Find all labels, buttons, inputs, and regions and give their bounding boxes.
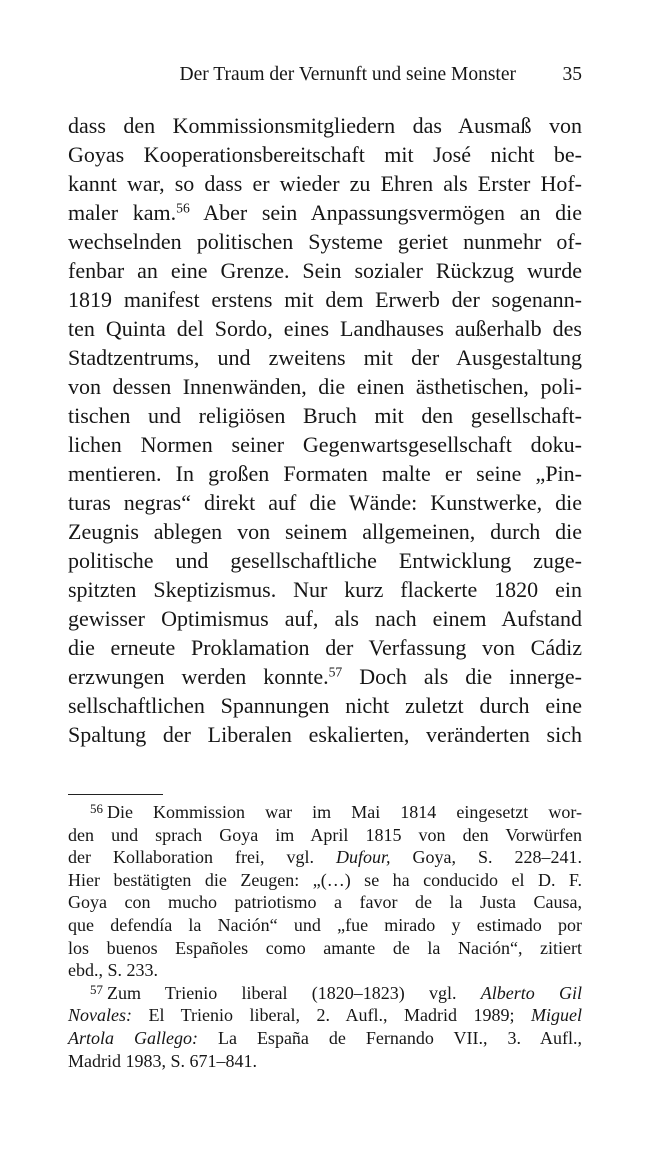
text-fragment: La España de Fernando VII., 3. Aufl., <box>197 1027 582 1048</box>
footnote-ref-56: 56 <box>176 200 190 216</box>
footnote-57-line: Madrid 1983, S. 671–841. <box>68 1050 257 1071</box>
text-line: politische und gesellschaftliche Entwicklung zuge- <box>68 548 582 573</box>
footnote-56-line: Hier bestätigten die Zeugen: „(…) se ha conducido el D. F. <box>68 869 582 890</box>
text-fragment: erzwungen werden konnte. <box>68 664 329 689</box>
text-line: spitzten Skeptizismus. Nur kurz flackerte 1820 ein <box>68 577 582 602</box>
footnote-56-line <box>68 846 582 869</box>
text-line: 1819 manifest erstens mit dem Erwerb der sogenann- <box>68 287 582 312</box>
text-line: Goyas Kooperationsbereitschaft mit José nicht be- <box>68 142 582 167</box>
footnote-56-line <box>68 801 582 824</box>
footnote-57-line <box>68 982 582 1005</box>
text-line: gewisser Optimismus auf, als nach einem Aufstand <box>68 606 582 631</box>
text-fragment: Doch als die innerge- <box>342 664 582 689</box>
page-number: 35 <box>562 64 582 85</box>
footnote-56-line: ebd., S. 233. <box>68 960 158 981</box>
text-line: wechselnden politischen Systeme geriet nunmehr of- <box>68 229 582 254</box>
footnote-57-line <box>68 1004 582 1027</box>
footnote-56-line: los buenos Españoles como amante de la Nación“, zitiert <box>68 937 582 958</box>
text-line: turas negras“ direkt auf die Wände: Kunstwerke, die <box>68 490 582 515</box>
running-head <box>68 62 582 88</box>
author-name: Novales: <box>68 1005 132 1026</box>
footnote-separator <box>68 794 163 795</box>
text-line: lichen Normen seiner Gegenwartsgesellschaft doku- <box>68 432 582 457</box>
footnote-56-number: 56 <box>90 801 103 817</box>
main-text <box>68 111 582 749</box>
author-name: Dufour, <box>335 847 391 868</box>
footnote-56-line: que defendía la Nación“ und „fue mirado y estimado por <box>68 914 582 935</box>
text-line: Spaltung der Liberalen eskalierten, veränderten sich <box>68 722 582 747</box>
running-title: Der Traum der Vernunft und seine Monster <box>179 64 516 85</box>
text-line: ten Quinta del Sordo, eines Landhauses außerhalb des <box>68 316 582 341</box>
footnote-56-line: Goya con mucho patriotismo a favor de la Justa Causa, <box>68 892 582 913</box>
text-line: von dessen Innenwänden, die einen ästhetischen, poli- <box>68 374 582 399</box>
author-name: Artola Gallego: <box>68 1027 198 1048</box>
text-line <box>68 662 582 691</box>
footnotes <box>68 801 582 1072</box>
footnote-ref-57: 57 <box>328 664 343 680</box>
author-name: Miguel <box>531 1005 582 1026</box>
text-line: die erneute Proklamation der Verfassung von Cádiz <box>68 635 582 660</box>
text-line <box>68 198 582 227</box>
text-fragment: El Trienio liberal, 2. Aufl., Madrid 1989; <box>131 1005 531 1026</box>
text-fragment: Zum Trienio liberal (1820–1823) vgl. <box>106 982 481 1003</box>
text-fragment: der Kollaboration frei, vgl. <box>68 847 336 868</box>
footnote-56-line: den und sprach Goya im April 1815 von den Vorwürfen <box>68 824 582 845</box>
text-fragment: Die Kommission war im Mai 1814 eingesetzt wor- <box>106 802 582 822</box>
text-fragment: maler kam. <box>68 200 177 225</box>
text-line: Stadtzentrums, und zweitens mit der Ausgestaltung <box>68 345 582 370</box>
text-line: tischen und religiösen Bruch mit den gesellschaft- <box>68 403 582 428</box>
text-fragment: Aber sein Anpassungsvermögen an die <box>189 200 582 225</box>
author-name: Alberto Gil <box>480 982 583 1003</box>
text-fragment: Goya, S. 228–241. <box>390 847 582 868</box>
text-line: kannt war, so dass er wieder zu Ehren als Erster Hof- <box>68 171 582 196</box>
footnote-57-line <box>68 1027 582 1050</box>
text-line: dass den Kommissionsmitgliedern das Ausmaß von <box>68 113 582 138</box>
text-line: mentieren. In großen Formaten malte er seine „Pin- <box>68 461 582 486</box>
footnote-57-number: 57 <box>90 982 103 998</box>
text-line: Zeugnis ablegen von seinem allgemeinen, durch die <box>68 519 582 544</box>
text-line: fenbar an eine Grenze. Sein sozialer Rückzug wurde <box>68 258 582 283</box>
text-line: sellschaftlichen Spannungen nicht zuletzt durch eine <box>68 693 582 718</box>
